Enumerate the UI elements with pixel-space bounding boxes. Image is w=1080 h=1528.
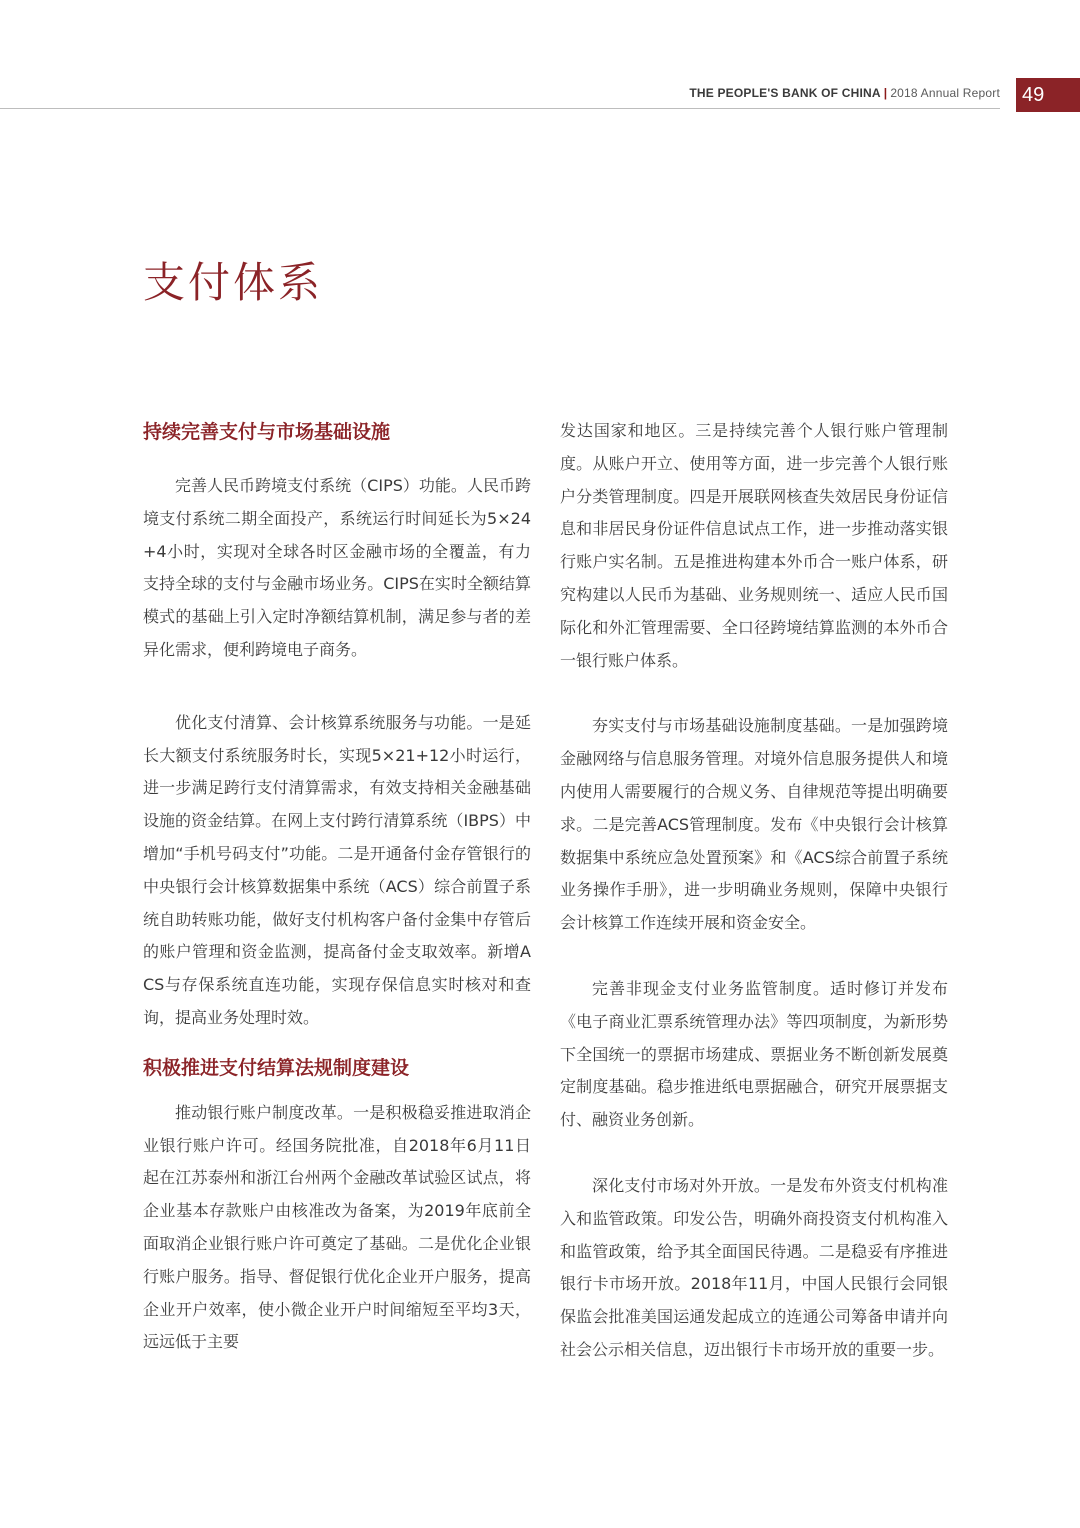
left-column <box>143 415 531 1359</box>
page-number: 49 <box>1016 78 1080 112</box>
header-org: THE PEOPLE'S BANK OF CHINA <box>689 86 881 100</box>
header-rule <box>0 108 1000 109</box>
section-heading-regulation: 积极推进支付结算法规制度建设 <box>143 1056 410 1079</box>
header-separator: | <box>883 86 888 100</box>
paragraph-account-reform-continued: 发达国家和地区。三是持续完善个人银行账户管理制度。从账户开立、使用等方面，进一步完善个人银行账户分类管理制度。四是开展联网核查失效居民身份证信息和非居民身份证件信息试点工作，进一步推动落实银行账户实名制。五是推进构建本外币合一账户体系，研究构建以人民币为基础、业务规则统一、适应人民币国际化和外汇管理需要、全口径跨境结算监测的本外币合一银行账户体系。 <box>560 421 948 670</box>
paragraph-market-opening: 深化支付市场对外开放。一是发布外资支付机构准入和监管政策。印发公告，明确外商投资支付机构准入和监管政策，给予其全面国民待遇。二是稳妥有序推进银行卡市场开放。2018年11月，中国人民银行会同银保监会批准美国运通发起成立的连通公司筹备申请并向社会公示相关信息，迈出银行卡市场开放的重要一步。 <box>560 1175 948 1359</box>
header-report: 2018 Annual Report <box>890 86 1000 100</box>
paragraph-infrastructure-rules: 夯实支付与市场基础设施制度基础。一是加强跨境金融网络与信息服务管理。对境外信息服务提供人和境内使用人需要履行的合规义务、自律规范等提出明确要求。二是完善ACS管理制度。发布《中央银行会计核算数据集中系统应急处置预案》和《ACS综合前置子系统业务操作手册》，进一步明确业务规则，保障中央银行会计核算工作连续开展和资金安全。 <box>560 716 948 933</box>
running-header <box>689 86 1000 100</box>
paragraph-noncash-supervision: 完善非现金支付业务监管制度。适时修订并发布《电子商业汇票系统管理办法》等四项制度，为新形势下全国统一的票据市场建成、票据业务不断创新发展奠定制度基础。稳步推进纸电票据融合，研究开展票据支付、融资业务创新。 <box>560 978 948 1130</box>
paragraph-cips: 完善人民币跨境支付系统（CIPS）功能。人民币跨境支付系统二期全面投产，系统运行时间延长为5×24+4小时，实现对全球各时区金融市场的全覆盖，有力支持全球的支付与金融市场业务。CIPS在实时全额结算模式的基础上引入定时净额结算机制，满足参与者的差异化需求，便利跨境电子商务。 <box>143 476 531 659</box>
right-column <box>560 415 948 1367</box>
section-heading-infrastructure: 持续完善支付与市场基础设施 <box>143 421 391 443</box>
chapter-title: 支付体系 <box>143 258 324 307</box>
paragraph-clearing-systems: 优化支付清算、会计核算系统服务与功能。一是延长大额支付系统服务时长，实现5×21+12小时运行，进一步满足跨行支付清算需求，有效支持相关金融基础设施的资金结算。在网上支付跨行清算系统（IBPS）中增加“手机号码支付”功能。二是开通备付金存管银行的中央银行会计核算数据集中系统（ACS）综合前置子系统自助转账功能，做好支付机构客户备付金集中存管后的账户管理和资金监测，提高备付金支取效率。新增ACS与存保系统直连功能，实现存保信息实时核对和查询，提高业务处理时效。 <box>143 712 531 1027</box>
paragraph-account-reform: 推动银行账户制度改革。一是积极稳妥推进取消企业银行账户许可。经国务院批准，自2018年6月11日起在江苏泰州和浙江台州两个金融改革试验区试点，将企业基本存款账户由核准改为备案，为2019年底前全面取消企业银行账户许可奠定了基础。二是优化企业银行账户服务。指导、督促银行优化企业开户服务，提高企业开户效率，使小微企业开户时间缩短至平均3天，远远低于主要 <box>143 1102 531 1352</box>
